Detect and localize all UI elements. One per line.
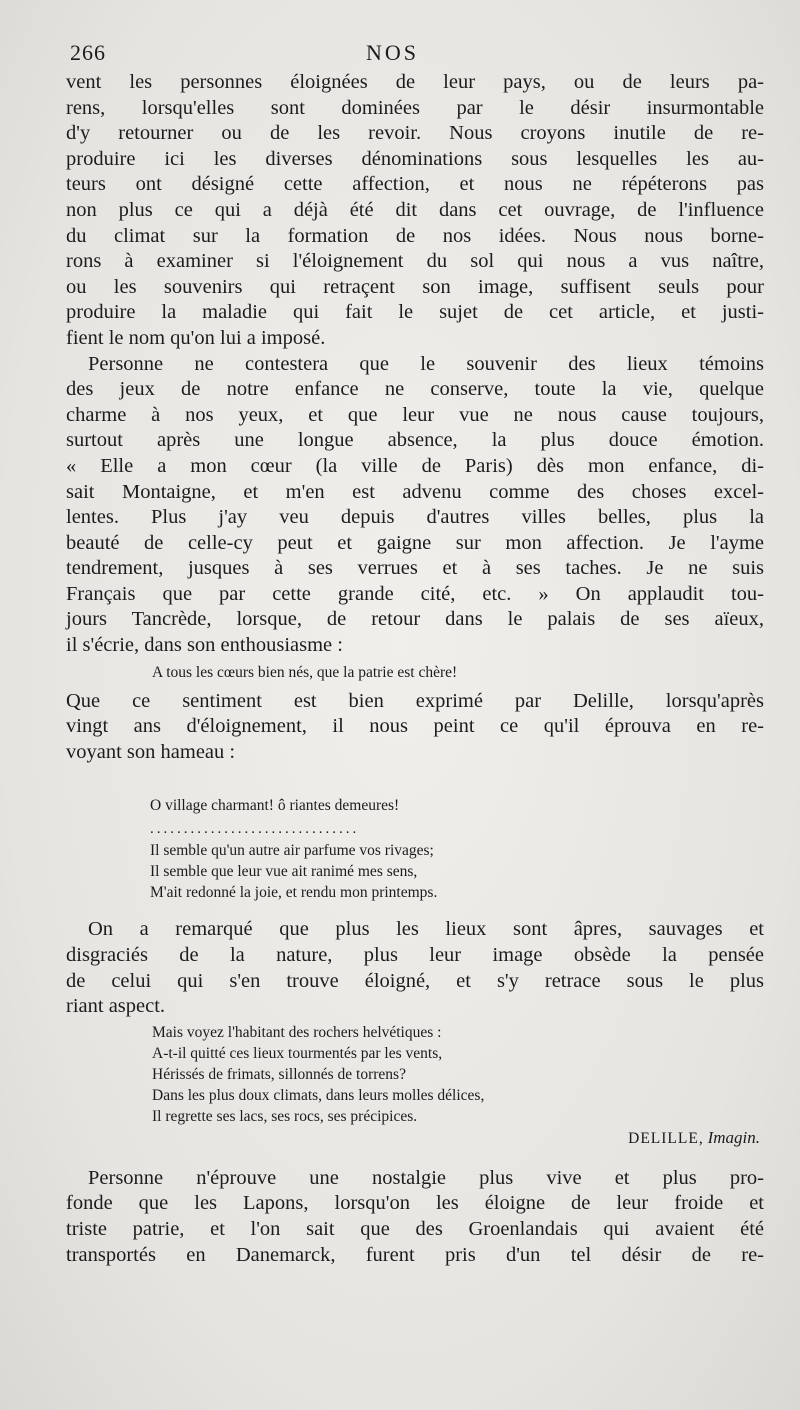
attribution-author: DELILLE,: [628, 1129, 704, 1147]
text-line: fonde que les Lapons, lorsqu'on les éloigne de leur froide et: [66, 1192, 764, 1215]
text-line: sait Montaigne, et m'en est advenu comme des choses excel-: [66, 480, 764, 503]
attribution: [66, 1127, 760, 1150]
verse-line: Dans les plus doux climats, dans leurs molles délices,: [152, 1086, 485, 1104]
text-line: On a remarqué que plus les lieux sont âpres, sauvages et: [88, 918, 764, 941]
running-title: NOS: [366, 40, 420, 65]
text-line: produire la maladie qui fait le sujet de cet article, et justi-: [66, 301, 764, 324]
text-line: Que ce sentiment est bien exprimé par Delille, lorsqu'après: [66, 689, 764, 712]
text-line: charme à nos yeux, et que leur vue ne nous cause toujours,: [66, 403, 764, 426]
verse-line: A-t-il quitté ces lieux tourmentés par les vents,: [152, 1044, 443, 1062]
text-line: il s'écrie, dans son enthousiasme :: [66, 634, 343, 657]
text-line: jours Tancrède, lorsque, de retour dans le palais de ses aïeux,: [66, 608, 764, 631]
text-line: ou les souvenirs qui retraçent son image, suffisent seuls pour: [66, 275, 764, 298]
verse-line: Il regrette ses lacs, ses rocs, ses précipices.: [152, 1107, 418, 1125]
text-line: lentes. Plus j'ay veu depuis d'autres villes belles, plus la: [66, 506, 764, 529]
text-line: des jeux de notre enfance ne conserve, toute la vie, quelque: [66, 378, 764, 401]
paragraph-4: [66, 917, 764, 1019]
text-line: vent les personnes éloignées de leur pays, ou de leurs pa-: [66, 71, 764, 93]
text-line: vingt ans d'éloignement, il nous peint ce qu'il éprouva en re-: [66, 715, 764, 738]
text-line: tendrement, jusques à ses verrues et à ses taches. Je ne suis: [66, 557, 764, 580]
text-line: rens, lorsqu'elles sont dominées par le désir insurmontable: [66, 96, 764, 119]
page-number: 266: [70, 40, 106, 65]
ellipsis-dots: ...............................: [150, 821, 360, 838]
text-line: d'y retourner ou de les revoir. Nous croyons inutile de re-: [66, 122, 764, 145]
paragraph-1: [66, 70, 764, 352]
text-line: voyant son hameau :: [66, 740, 236, 763]
text-line: « Elle a mon cœur (la ville de Paris) dès mon enfance, di-: [66, 454, 764, 477]
text-line: du climat sur la formation de nos idées. Nous nous borne-: [66, 224, 764, 247]
text-line: non plus ce qui a déjà été dit dans cet ouvrage, de l'influence: [66, 198, 764, 221]
verse-line: Hérissés de frimats, sillonnés de torrens?: [152, 1065, 406, 1083]
text-line: rons à examiner si l'éloignement du sol qui nous a vus naître,: [66, 250, 764, 273]
text-line: Personne ne contestera que le souvenir des lieux témoins: [88, 352, 764, 375]
text-line: produire ici les diverses dénominations sous lesquelles les au-: [66, 147, 764, 170]
verse-helvetic: [66, 1022, 764, 1127]
text-line: surtout après une longue absence, la plus douce émotion.: [66, 429, 764, 452]
running-head: [66, 36, 764, 70]
paragraph-3: [66, 689, 764, 766]
text-line: de celui qui s'en trouve éloigné, et s'y retrace sous le plus: [66, 969, 764, 992]
verse-village: [66, 773, 764, 903]
paragraph-2: [66, 352, 764, 659]
text-line: fient le nom qu'on lui a imposé.: [66, 326, 326, 349]
verse-line: M'ait redonné la joie, et rendu mon printemps.: [150, 884, 438, 902]
text-line: Personne n'éprouve une nostalgie plus vive et plus pro-: [88, 1166, 764, 1189]
text-line: triste patrie, et l'on sait que des Groenlandais qui avaient été: [66, 1218, 764, 1240]
verse-line: Il semble que leur vue ait ranimé mes sens,: [150, 863, 418, 881]
text-line: Français que par cette grande cité, etc. » On applaudit tou-: [66, 582, 764, 605]
paragraph-5: [66, 1166, 764, 1268]
verse-line: O village charmant! ô riantes demeures!: [150, 797, 400, 815]
quote-tancrede: A tous les cœurs bien nés, que la patrie est chère!: [152, 663, 458, 681]
verse-line: Mais voyez l'habitant des rochers helvétiques :: [152, 1023, 442, 1041]
text-line: riant aspect.: [66, 995, 166, 1018]
text-line: teurs ont désigné cette affection, et nous ne répéterons pas: [66, 173, 764, 196]
verse-line: Il semble qu'un autre air parfume vos rivages;: [150, 842, 434, 860]
attribution-work: Imagin.: [707, 1127, 760, 1147]
text-line: beauté de celle-cy peut et gaigne sur mon affection. Je l'ayme: [66, 531, 764, 554]
text-line: transportés en Danemarck, furent pris d'un tel désir de re-: [66, 1243, 764, 1266]
text-line: disgraciés de la nature, plus leur image obsède la pensée: [66, 944, 764, 967]
